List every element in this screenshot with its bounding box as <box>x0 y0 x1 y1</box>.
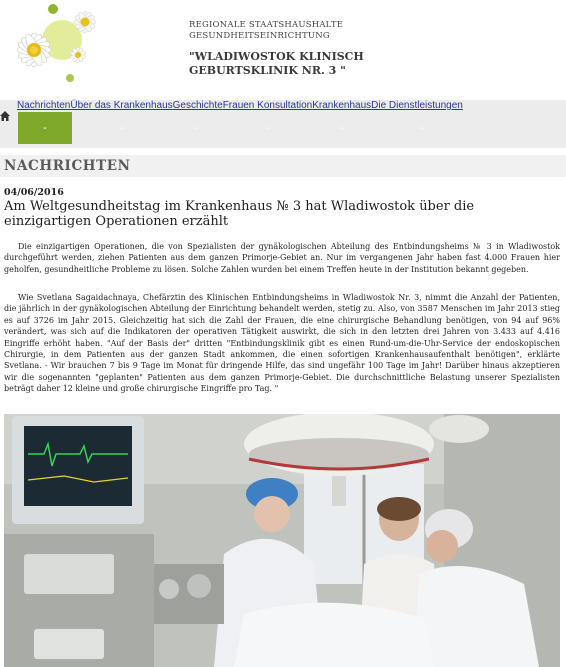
org-title-line2: GEBURTSKLINIK NR. 3 " <box>189 64 346 77</box>
org-subtitle-line2: GESUNDHEITSEINRICHTUNG <box>189 31 330 41</box>
org-title <box>189 50 449 78</box>
article-date: 04/06/2016 <box>4 187 64 198</box>
org-subtitle <box>189 20 343 42</box>
article-paragraph-1: Die einzigartigen Operationen, die von Spezialisten der gynäkologischen Abteilung des Entbindungsheims № 3 in Wladiwostok durchgeführt werden, ziehen Patienten aus dem ganzen Primorje-Gebiet an. Nur im vergangenen Jahr haben fast 4.000 Frauen hier geholfen, gesundheitliche Probleme zu lösen. Solche Zahlen wurden bei einem Treffen heute in der Institution bekannt gegeben. <box>4 242 560 274</box>
nav-tab-hospital[interactable]: - <box>340 122 344 134</box>
org-title-line1: "WLADIWOSTOK KLINISCH <box>189 50 364 63</box>
nav-tab-history[interactable]: - <box>195 122 199 134</box>
site-header <box>0 0 566 100</box>
surgery-photo <box>4 414 560 667</box>
section-title: NACHRICHTEN <box>4 158 131 174</box>
nav-link-news[interactable]: Nachrichten <box>17 100 71 111</box>
section-header <box>0 155 566 177</box>
nav-tab-news[interactable]: - <box>18 112 72 144</box>
home-icon[interactable] <box>0 110 10 122</box>
article-headline[interactable]: Am Weltgesundheitstag im Krankenhaus № 3 hat Wladiwostok über die einzigartigen Operationen erzählt <box>4 199 475 229</box>
main-navigation <box>0 100 566 148</box>
nav-link-women-consultation[interactable]: Frauen Konsultation <box>222 100 313 111</box>
nav-tab-bar <box>17 112 566 144</box>
nav-tab-about[interactable]: - <box>120 122 124 134</box>
nav-link-about[interactable]: Über das Krankenhaus <box>70 100 173 111</box>
nav-link-services[interactable]: Die Dienstleistungen <box>371 100 463 111</box>
nav-tab-services[interactable]: - <box>420 122 424 134</box>
nav-tab-women-consultation[interactable]: - <box>265 122 269 134</box>
nav-link-hospital[interactable]: Krankenhaus <box>312 100 372 111</box>
org-subtitle-line1: REGIONALE STAATSHAUSHALTE <box>189 20 344 30</box>
nav-links <box>17 100 463 112</box>
article-paragraph-2: Wie Svetlana Sagaidachnaya, Chefärztin des Klinischen Entbindungsheims in Wladiwostok Nr. 3, nimmt die Anzahl der Patienten, die jährlich in der gynäkologischen Abteilung der Einrichtung behandelt werden, stetig zu. Also, von 3587 Menschen im Jahr 2013 stieg es auf 3726 im Jahr 2015. Gleichzeitig hat sich die Zahl der Frauen, die eine chirurgische Behandlung benötigen, von 94 auf 96% verändert, was sich auf die Indikatoren der operativen Tätigkeit auswirkt, die sich in den letzten drei Jahren von 3.433 auf 4.416 Eingriffe erhöht haben. "Auf der Basis der" dritten "Entbindungsklinik gibt es einen Rund-um-die-Uhr-Service der endoskopischen Chirurgie, in dem Patienten aus der ganzen Stadt ankommen, die einen sofortigen Krankenhausaufenthalt benötigen", erklärte Svetlana. - Wir brauchen 7 bis 9 Tage im Monat für dringende Hilfe, das sind ungefähr 100 Tage im Jahr! Darüber hinaus akzeptieren wir die sogenannten "geplanten" Patienten aus dem ganzen Primorje-Gebiet. Die durchschnittliche Belastung unserer Spezialisten beträgt daher 12 kleine und große chirurgische Eingriffe pro Tag. " <box>4 293 560 394</box>
daisy-logo[interactable] <box>0 0 110 92</box>
nav-link-history[interactable]: Geschichte <box>172 100 223 111</box>
